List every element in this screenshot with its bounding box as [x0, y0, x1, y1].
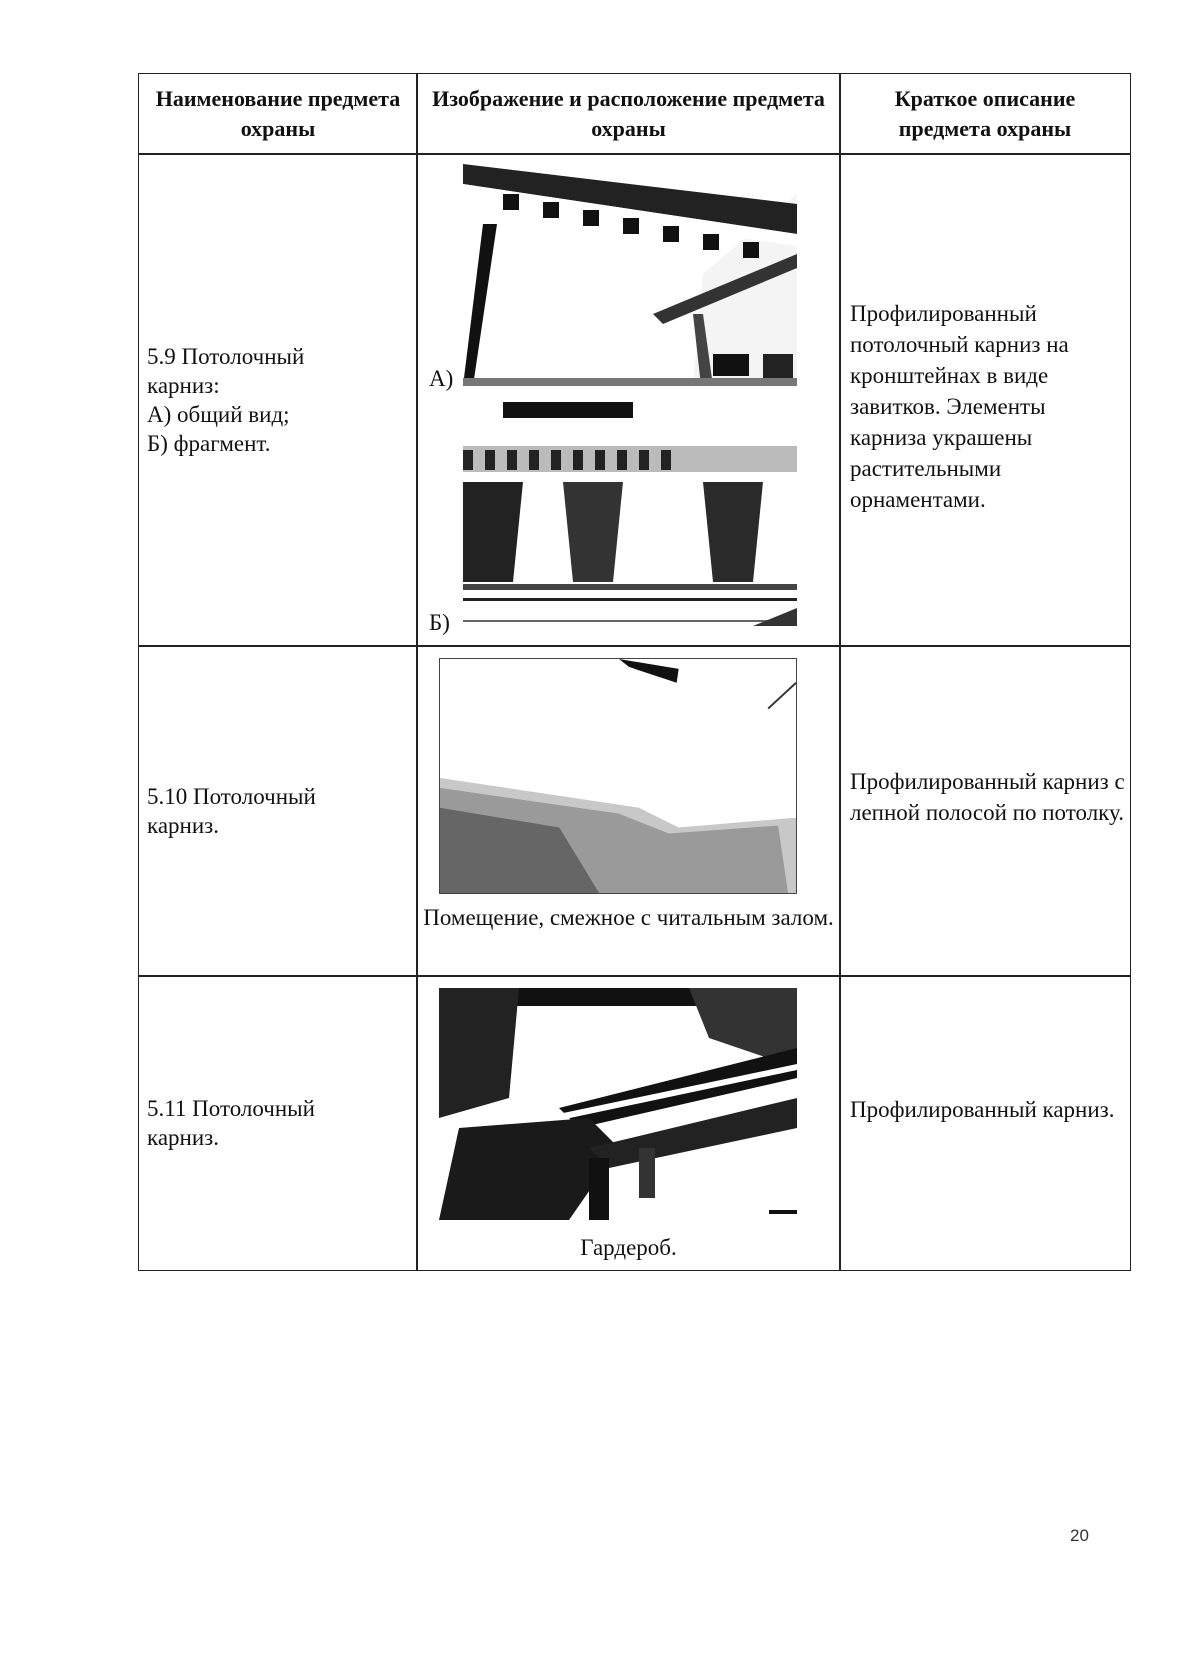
- photo-cornice-adjacent-room: [439, 658, 797, 894]
- item-name: 5.10 Потолочный карниз.: [147, 784, 316, 838]
- table-row: [138, 153, 1131, 647]
- table-row: [138, 645, 1131, 977]
- name-cell: [138, 153, 418, 647]
- item-name: 5.11 Потолочный карниз.: [147, 1096, 315, 1150]
- item-description: Профилированный карниз.: [850, 1097, 1115, 1122]
- header-description: Краткое описание предмета охраны: [839, 73, 1131, 155]
- image-cell: [416, 975, 841, 1271]
- label-b: Б): [429, 610, 450, 635]
- photo-cornice-cloakroom: [439, 988, 797, 1220]
- description-cell: [839, 153, 1131, 647]
- description-cell: [839, 975, 1131, 1271]
- header-image: Изображение и расположение предмета охраны: [416, 73, 841, 155]
- header-name: Наименование предмета охраны: [138, 73, 418, 155]
- image-cell: [416, 153, 841, 647]
- item-description: Профилированный потолочный карниз на кронштейнах в виде завитков. Элементы карниза украшены растительными орнаментами.: [850, 301, 1069, 512]
- image-caption: Помещение, смежное с читальным залом.: [423, 905, 834, 930]
- page-number: 20: [1070, 1526, 1089, 1545]
- label-a: А): [429, 366, 454, 391]
- image-cell: [416, 645, 841, 977]
- image-caption: Гардероб.: [580, 1235, 677, 1260]
- name-cell: [138, 645, 418, 977]
- heritage-table: [138, 73, 1131, 1335]
- photo-cornice-fragment: [463, 402, 797, 626]
- photo-cornice-general-view: [463, 164, 797, 386]
- table-header-row: [138, 73, 1131, 155]
- description-cell: [839, 645, 1131, 977]
- table-row: [138, 975, 1131, 1271]
- item-name: 5.9 Потолочный карниз: А) общий вид; Б) фрагмент.: [147, 344, 305, 456]
- item-description: Профилированный карниз с лепной полосой по потолку.: [850, 769, 1125, 825]
- name-cell: [138, 975, 418, 1271]
